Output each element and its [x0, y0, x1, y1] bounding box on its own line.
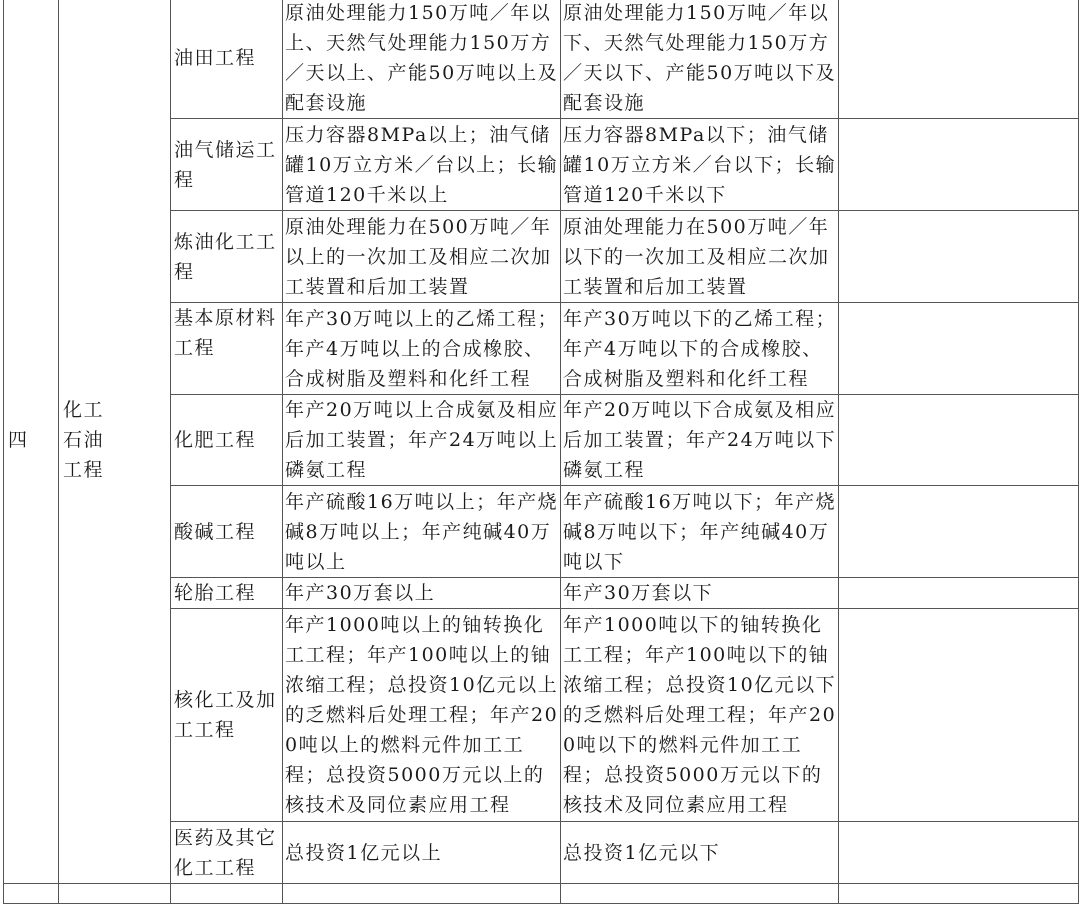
small-scale-criteria: 总投资1亿元以下	[561, 822, 839, 884]
table-row	[4, 0, 1079, 119]
section-category	[59, 0, 171, 884]
blank-cell	[839, 0, 1079, 119]
project-name: 核化工及加工工程	[171, 609, 283, 822]
project-name: 炼油化工工程	[171, 211, 283, 303]
small-scale-criteria: 压力容器8MPa以下；油气储罐10万立方米／台以下；长输管道120千米以下	[561, 119, 839, 211]
section-number: 四	[4, 0, 59, 884]
blank-cell	[839, 486, 1079, 578]
blank-cell	[839, 578, 1079, 609]
small-scale-criteria: 原油处理能力150万吨／年以下、天然气处理能力150万方／天以下、产能50万吨以下及配套设施	[561, 0, 839, 119]
large-scale-criteria: 年产30万吨以上的乙烯工程；年产4万吨以上的合成橡胶、合成树脂及塑料和化纤工程	[283, 303, 561, 395]
blank-cell	[839, 609, 1079, 822]
project-name: 化肥工程	[171, 395, 283, 486]
blank-cell	[839, 395, 1079, 486]
large-scale-criteria: 年产20万吨以上合成氨及相应后加工装置；年产24万吨以上磷氨工程	[283, 395, 561, 486]
project-scale-table	[3, 0, 1079, 904]
project-name: 医药及其它化工工程	[171, 822, 283, 884]
large-scale-criteria: 压力容器8MPa以上；油气储罐10万立方米／台以上；长输管道120千米以上	[283, 119, 561, 211]
large-scale-criteria: 年产硫酸16万吨以上；年产烧碱8万吨以上；年产纯碱40万吨以上	[283, 486, 561, 578]
large-scale-criteria: 年产1000吨以上的铀转换化工工程；年产100吨以上的铀浓缩工程；总投资10亿元以上的乏燃料后处理工程；年产200吨以上的燃料元件加工工程；总投资5000万元以上的核技术及同位素应用工程	[283, 609, 561, 822]
large-scale-criteria: 年产30万套以上	[283, 578, 561, 609]
small-scale-criteria: 年产硫酸16万吨以下；年产烧碱8万吨以下；年产纯碱40万吨以下	[561, 486, 839, 578]
section-category-label: 化工 石油 工程	[63, 399, 105, 481]
blank-cell	[839, 303, 1079, 395]
project-name: 油气储运工程	[171, 119, 283, 211]
blank-cell	[839, 211, 1079, 303]
project-name: 基本原材料工程	[171, 303, 283, 395]
large-scale-criteria: 总投资1亿元以上	[283, 822, 561, 884]
project-name: 油田工程	[171, 0, 283, 119]
small-scale-criteria: 原油处理能力在500万吨／年以下的一次加工及相应二次加工装置和后加工装置	[561, 211, 839, 303]
large-scale-criteria: 原油处理能力在500万吨／年以上的一次加工及相应二次加工装置和后加工装置	[283, 211, 561, 303]
small-scale-criteria: 年产30万吨以下的乙烯工程；年产4万吨以下的合成橡胶、合成树脂及塑料和化纤工程	[561, 303, 839, 395]
blank-cell	[839, 119, 1079, 211]
project-name: 酸碱工程	[171, 486, 283, 578]
small-scale-criteria: 年产20万吨以下合成氨及相应后加工装置；年产24万吨以下磷氨工程	[561, 395, 839, 486]
large-scale-criteria: 原油处理能力150万吨／年以上、天然气处理能力150万方／天以上、产能50万吨以上及配套设施	[283, 0, 561, 119]
project-name: 轮胎工程	[171, 578, 283, 609]
small-scale-criteria: 年产30万套以下	[561, 578, 839, 609]
small-scale-criteria: 年产1000吨以下的铀转换化工工程；年产100吨以下的铀浓缩工程；总投资10亿元以下的乏燃料后处理工程；年产200吨以下的燃料元件加工工程；总投资5000万元以下的核技术及同位素应用工程	[561, 609, 839, 822]
blank-cell	[839, 822, 1079, 884]
